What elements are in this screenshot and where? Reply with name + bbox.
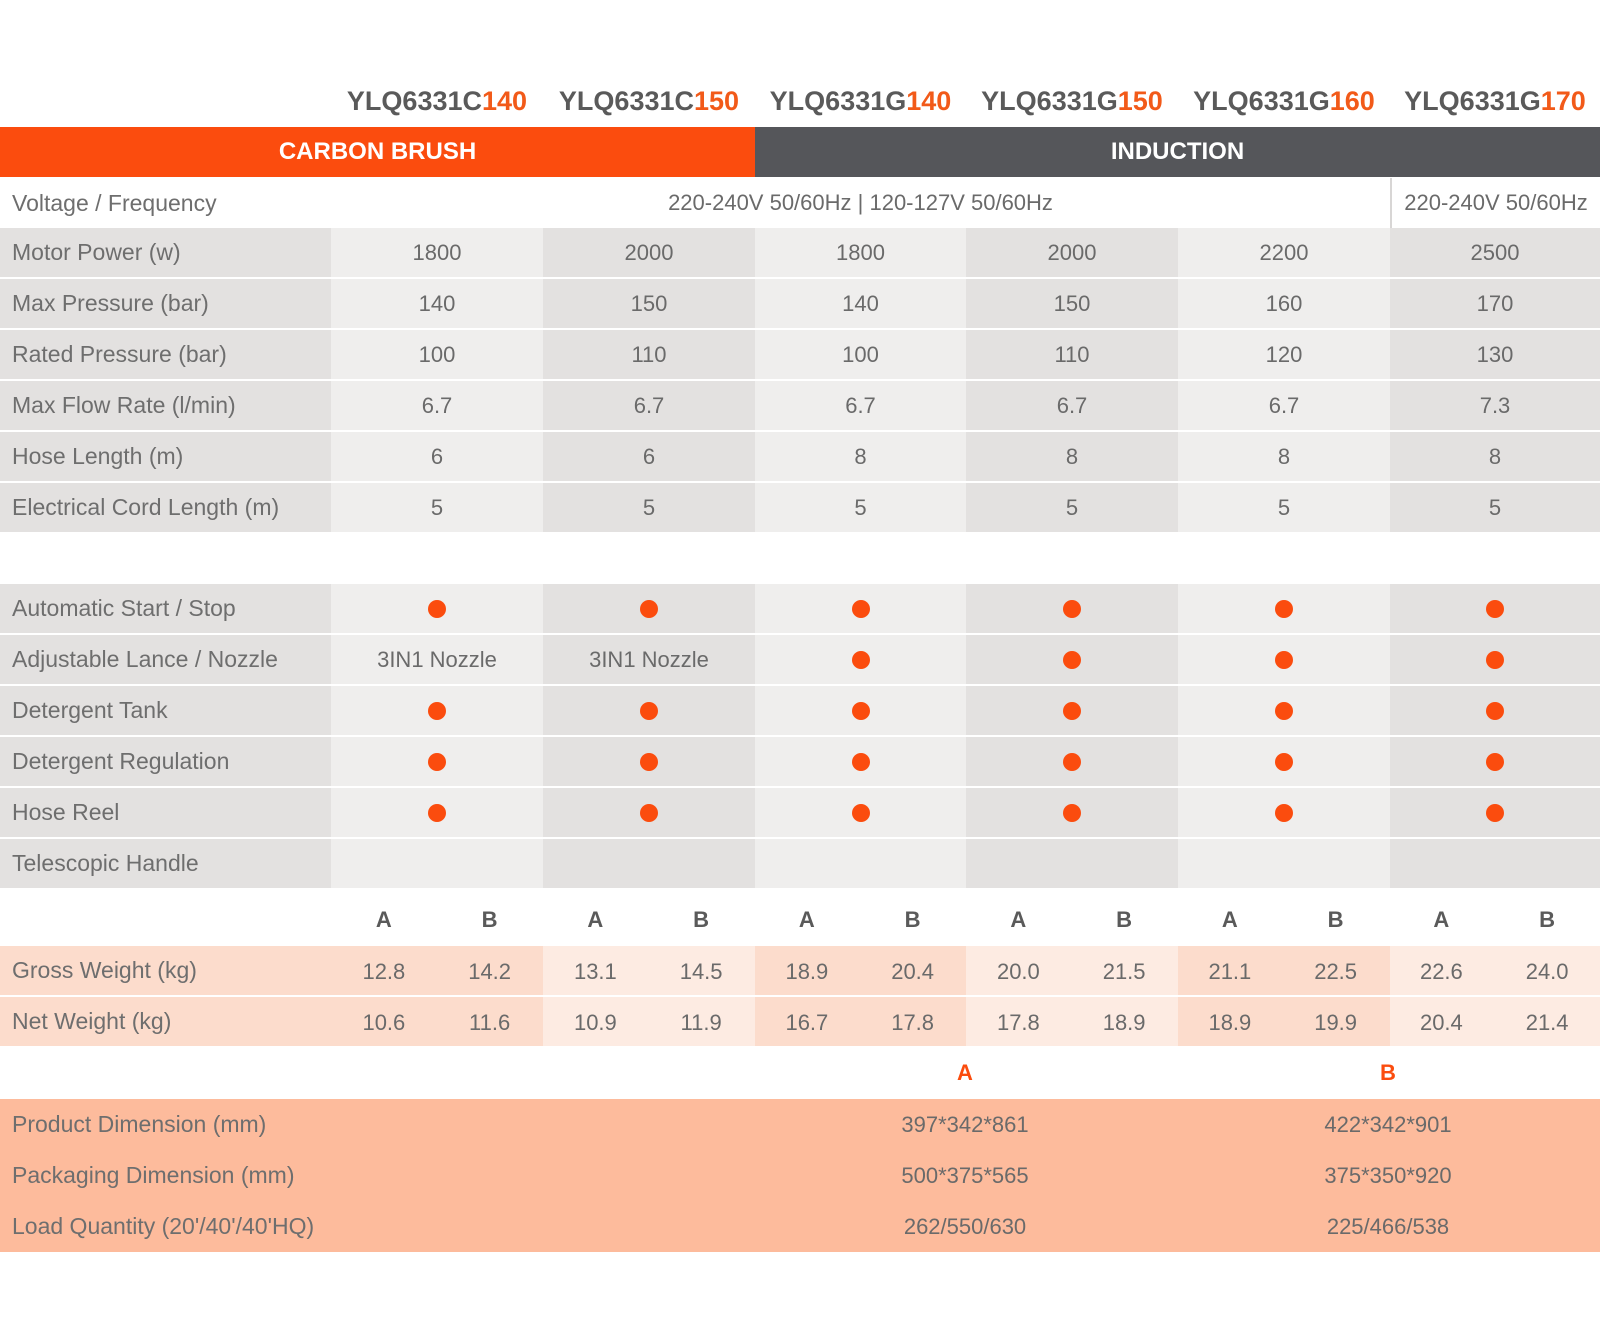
weight-value: 19.9 <box>1314 1009 1358 1035</box>
table-cell <box>966 228 1178 279</box>
table-cell <box>755 432 966 483</box>
weight-value: 20.0 <box>996 958 1040 984</box>
cell-value: 160 <box>1265 290 1303 316</box>
table-cell <box>966 381 1178 432</box>
table-cell <box>1390 228 1600 279</box>
table-cell <box>543 584 755 635</box>
model-suffix: 150 <box>1117 85 1163 116</box>
table-row <box>0 483 1600 534</box>
table-cell <box>1390 279 1600 330</box>
table-cell <box>331 330 543 381</box>
row-label: Voltage / Frequency <box>12 189 217 216</box>
feature-dot-icon <box>428 702 446 720</box>
feature-dot-icon <box>852 651 870 669</box>
table-cell <box>1390 839 1600 890</box>
dimension-row <box>0 1099 1600 1152</box>
row-label: Telescopic Handle <box>0 839 331 890</box>
table-cell <box>1178 279 1390 330</box>
model-prefix: YLQ6331C <box>558 85 694 116</box>
weight-value: 24.0 <box>1525 958 1569 984</box>
model-suffix: 140 <box>906 85 952 116</box>
table-row <box>0 839 1600 890</box>
row-label: Electrical Cord Length (m) <box>0 483 331 534</box>
weight-value: 10.9 <box>573 1009 617 1035</box>
dimension-header-a: A <box>957 1060 973 1085</box>
cell-value: 6 <box>430 443 444 469</box>
table-cell <box>331 788 543 839</box>
row-label: Automatic Start / Stop <box>0 584 331 635</box>
table-row <box>0 737 1600 788</box>
cell-value: 7.3 <box>1479 392 1511 418</box>
weight-value: 18.9 <box>785 958 829 984</box>
weight-value: 20.4 <box>891 958 935 984</box>
table-cell <box>755 381 966 432</box>
variant-label: B <box>1116 907 1133 932</box>
feature-dot-icon <box>1275 753 1293 771</box>
cell-value: 1800 <box>836 239 885 265</box>
table-cell <box>331 584 543 635</box>
cell-value: 150 <box>630 290 668 316</box>
table-cell <box>543 432 755 483</box>
feature-dot-icon <box>1063 600 1081 618</box>
table-cell <box>1390 330 1600 381</box>
cell-value: 8 <box>1065 443 1079 469</box>
cell-value: 5 <box>854 494 867 520</box>
cell-value: 6.7 <box>845 392 876 418</box>
table-cell <box>543 228 755 279</box>
table-cell <box>1178 788 1390 839</box>
model-name <box>1390 76 1600 126</box>
feature-dot-icon <box>1275 702 1293 720</box>
cell-value: 110 <box>631 341 667 367</box>
feature-dot-icon <box>1275 804 1293 822</box>
table-cell <box>543 635 755 686</box>
table-cell <box>1178 432 1390 483</box>
row-label: Motor Power (w) <box>0 228 331 279</box>
table-cell <box>331 483 543 534</box>
weight-value: 21.5 <box>1102 958 1146 984</box>
cell-value: 170 <box>1476 290 1514 316</box>
table-cell <box>966 279 1178 330</box>
table-cell <box>1390 737 1600 788</box>
cell-value: 110 <box>1054 341 1090 367</box>
model-name <box>543 76 755 126</box>
row-label: Max Flow Rate (l/min) <box>0 381 331 432</box>
table-cell <box>755 839 966 890</box>
table-row <box>0 686 1600 737</box>
variant-label: A <box>587 907 604 932</box>
feature-dot-icon <box>640 753 658 771</box>
table-cell <box>543 737 755 788</box>
table-cell <box>543 686 755 737</box>
cell-value: 5 <box>1065 494 1079 520</box>
table-row <box>0 432 1600 483</box>
weight-row <box>0 946 1600 997</box>
table-row <box>0 788 1600 839</box>
cell-value: 3IN1 Nozzle <box>377 646 497 672</box>
group-induction: INDUCTION <box>755 127 1600 177</box>
cell-value: 120 <box>1265 341 1303 367</box>
cell-value: 100 <box>842 341 879 367</box>
cell-value: 130 <box>1476 341 1514 367</box>
weight-value: 12.8 <box>362 958 406 984</box>
weight-value: 20.4 <box>1419 1009 1463 1035</box>
table-cell <box>543 788 755 839</box>
table-cell <box>1178 228 1390 279</box>
feature-dot-icon <box>640 804 658 822</box>
model-header-row <box>0 76 1600 126</box>
table-cell <box>1390 381 1600 432</box>
model-prefix: YLQ6331G <box>1404 85 1541 116</box>
weight-value: 17.8 <box>891 1009 935 1035</box>
model-suffix: 170 <box>1540 85 1586 116</box>
voltage-value: 220-240V 50/60Hz | 120-127V 50/60Hz <box>668 190 1053 215</box>
row-label: Hose Length (m) <box>0 432 331 483</box>
weight-value: 22.6 <box>1419 958 1463 984</box>
feature-dot-icon <box>640 600 658 618</box>
variant-label: B <box>1539 907 1556 932</box>
table-cell <box>755 788 966 839</box>
cell-value: 2000 <box>624 239 674 265</box>
row-label: Product Dimension (mm) <box>12 1111 267 1137</box>
row-label: Gross Weight (kg) <box>0 946 331 997</box>
table-cell <box>966 686 1178 737</box>
cell-value: 5 <box>1488 494 1502 520</box>
table-cell <box>331 686 543 737</box>
feature-dot-icon <box>1275 600 1293 618</box>
feature-dot-icon <box>1063 753 1081 771</box>
feature-dot-icon <box>1486 804 1504 822</box>
cell-value: 6.7 <box>1268 392 1300 418</box>
cell-value: 140 <box>842 290 879 316</box>
table-cell <box>966 432 1178 483</box>
table-cell <box>1390 788 1600 839</box>
weight-row <box>0 997 1600 1048</box>
model-prefix: YLQ6331G <box>1193 85 1330 116</box>
variant-label: B <box>904 907 921 932</box>
dimension-value-a: 262/550/630 <box>903 1213 1027 1239</box>
dimension-value-b: 422*342*901 <box>1324 1111 1452 1137</box>
variant-label: A <box>375 907 392 932</box>
table-cell <box>1178 686 1390 737</box>
cell-value: 8 <box>1277 443 1291 469</box>
dimension-row <box>0 1150 1600 1203</box>
weight-value: 11.6 <box>469 1009 511 1035</box>
row-label: Detergent Regulation <box>0 737 331 788</box>
table-cell <box>966 584 1178 635</box>
table-cell <box>543 330 755 381</box>
table-cell <box>1178 483 1390 534</box>
dimension-value-b: 375*350*920 <box>1324 1162 1452 1188</box>
table-cell <box>543 483 755 534</box>
table-cell <box>1390 432 1600 483</box>
weight-value: 10.6 <box>362 1009 406 1035</box>
cell-value: 100 <box>418 341 456 367</box>
table-cell <box>331 432 543 483</box>
cell-value: 5 <box>1277 494 1291 520</box>
weight-value: 21.4 <box>1525 1009 1569 1035</box>
model-name <box>755 76 966 126</box>
table-cell <box>1178 635 1390 686</box>
table-cell <box>1178 737 1390 788</box>
feature-dot-icon <box>428 804 446 822</box>
table-cell <box>966 330 1178 381</box>
variant-label: A <box>1221 907 1238 932</box>
table-cell <box>331 635 543 686</box>
table-cell <box>755 279 966 330</box>
table-cell <box>966 788 1178 839</box>
feature-dot-icon <box>1486 600 1504 618</box>
feature-dot-icon <box>640 702 658 720</box>
row-label: Detergent Tank <box>0 686 331 737</box>
dimension-row <box>0 1201 1600 1254</box>
table-cell <box>543 279 755 330</box>
table-row <box>0 381 1600 432</box>
cell-value: 2200 <box>1259 239 1309 265</box>
voltage-value-last: 220-240V 50/60Hz <box>1390 178 1600 228</box>
table-cell <box>1390 483 1600 534</box>
row-label: Packaging Dimension (mm) <box>12 1162 295 1188</box>
table-cell <box>755 686 966 737</box>
weight-value: 16.7 <box>785 1009 829 1035</box>
cell-value: 6 <box>642 443 656 469</box>
model-prefix: YLQ6331G <box>981 85 1118 116</box>
feature-dot-icon <box>1275 651 1293 669</box>
cell-value: 6.7 <box>1056 392 1088 418</box>
weight-value: 14.2 <box>468 958 512 984</box>
table-cell <box>331 279 543 330</box>
variant-label: B <box>1327 907 1344 932</box>
table-cell <box>1178 584 1390 635</box>
feature-dot-icon <box>428 753 446 771</box>
table-cell <box>1390 635 1600 686</box>
group-band <box>0 127 1600 177</box>
weight-value: 22.5 <box>1314 958 1358 984</box>
feature-dot-icon <box>852 753 870 771</box>
dimension-value-b: 225/466/538 <box>1326 1213 1450 1239</box>
cell-value: 140 <box>418 290 456 316</box>
cell-value: 5 <box>642 494 656 520</box>
table-cell <box>331 228 543 279</box>
group-carbon-brush: CARBON BRUSH <box>0 127 755 177</box>
row-label: Max Pressure (bar) <box>0 279 331 330</box>
model-prefix: YLQ6331G <box>769 85 907 116</box>
table-cell <box>755 228 966 279</box>
row-label: Net Weight (kg) <box>0 997 331 1048</box>
table-cell <box>331 381 543 432</box>
weight-value: 18.9 <box>1102 1009 1146 1035</box>
table-cell <box>755 330 966 381</box>
cell-value: 5 <box>430 494 444 520</box>
table-cell <box>966 483 1178 534</box>
table-row <box>0 228 1600 279</box>
table-cell <box>966 737 1178 788</box>
table-cell <box>331 839 543 890</box>
table-cell <box>966 839 1178 890</box>
cell-value: 8 <box>1488 443 1502 469</box>
cell-value: 2000 <box>1047 239 1097 265</box>
dimension-value-a: 397*342*861 <box>901 1111 1029 1137</box>
weight-value: 17.8 <box>996 1009 1040 1035</box>
model-prefix: YLQ6331C <box>346 85 482 116</box>
cell-value: 6.7 <box>633 392 665 418</box>
model-suffix: 140 <box>482 85 528 116</box>
table-cell <box>755 635 966 686</box>
table-cell <box>1178 330 1390 381</box>
row-label: Rated Pressure (bar) <box>0 330 331 381</box>
table-cell <box>1390 584 1600 635</box>
table-row <box>0 635 1600 686</box>
weight-value: 14.5 <box>679 958 723 984</box>
variant-label: A <box>1010 907 1027 932</box>
feature-dot-icon <box>1486 753 1504 771</box>
model-suffix: 160 <box>1329 85 1375 116</box>
variant-label: A <box>798 907 815 932</box>
weight-value: 13.1 <box>573 958 617 984</box>
model-name <box>966 76 1178 126</box>
table-cell <box>966 635 1178 686</box>
feature-dot-icon <box>1063 702 1081 720</box>
dimension-header-row <box>0 1048 1600 1098</box>
weight-value: 18.9 <box>1208 1009 1252 1035</box>
table-cell <box>755 584 966 635</box>
weight-value: 21.1 <box>1208 958 1252 984</box>
variant-label: B <box>693 907 710 932</box>
table-cell <box>543 839 755 890</box>
feature-dot-icon <box>852 702 870 720</box>
table-row <box>0 279 1600 330</box>
cell-value: 1800 <box>412 239 462 265</box>
dimension-header-b: B <box>1380 1060 1396 1085</box>
feature-dot-icon <box>1486 702 1504 720</box>
table-cell <box>1178 839 1390 890</box>
table-cell <box>755 737 966 788</box>
table-cell <box>1178 381 1390 432</box>
feature-dot-icon <box>1486 651 1504 669</box>
model-name <box>331 76 543 126</box>
table-cell <box>755 483 966 534</box>
variant-label: A <box>1433 907 1450 932</box>
cell-value: 6.7 <box>421 392 453 418</box>
feature-dot-icon <box>852 600 870 618</box>
cell-value: 2500 <box>1470 239 1520 265</box>
model-suffix: 150 <box>694 85 740 116</box>
table-row <box>0 330 1600 381</box>
model-name <box>1178 76 1390 126</box>
variant-header-row <box>0 895 1600 945</box>
variant-label: B <box>481 907 498 932</box>
row-label: Adjustable Lance / Nozzle <box>0 635 331 686</box>
table-cell <box>1390 686 1600 737</box>
row-label: Load Quantity (20'/40'/40'HQ) <box>12 1213 315 1239</box>
table-cell <box>331 737 543 788</box>
cell-value: 8 <box>854 443 867 469</box>
table-row <box>0 584 1600 635</box>
feature-dot-icon <box>852 804 870 822</box>
voltage-row <box>0 178 1600 228</box>
dimension-value-a: 500*375*565 <box>901 1162 1029 1188</box>
feature-dot-icon <box>1063 804 1081 822</box>
table-cell <box>543 381 755 432</box>
cell-value: 150 <box>1053 290 1091 316</box>
weight-value: 11.9 <box>680 1009 722 1035</box>
row-label: Hose Reel <box>0 788 331 839</box>
feature-dot-icon <box>428 600 446 618</box>
cell-value: 3IN1 Nozzle <box>589 646 709 672</box>
feature-dot-icon <box>1063 651 1081 669</box>
